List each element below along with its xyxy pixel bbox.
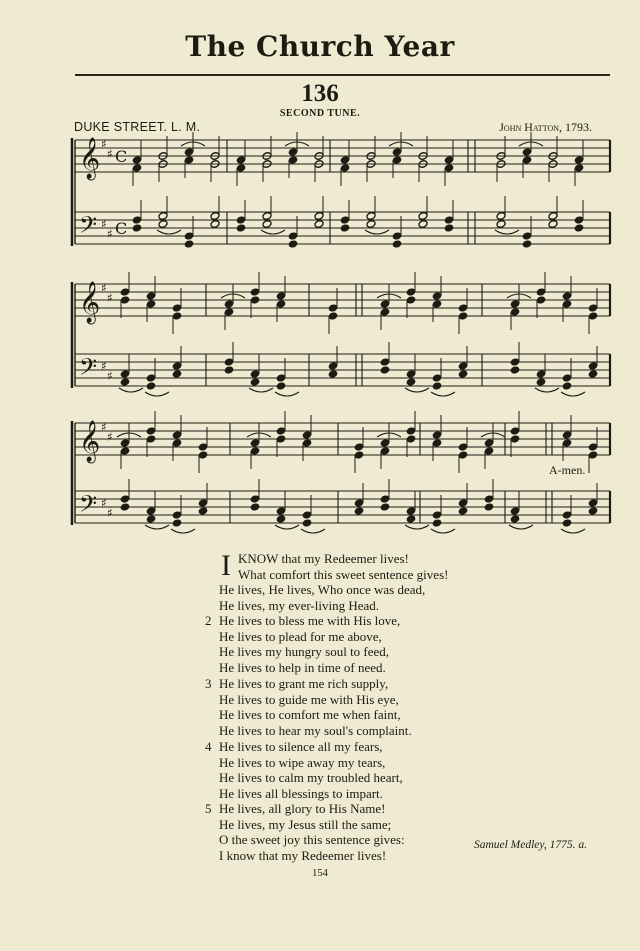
- slur: [365, 230, 389, 234]
- slur: [509, 525, 533, 529]
- note-head: [328, 370, 338, 379]
- sharp-sign: ♯: [101, 359, 107, 373]
- note-head: [366, 220, 376, 229]
- sharp-sign: ♯: [107, 291, 113, 305]
- note-head: [536, 378, 546, 387]
- note-head: [406, 378, 416, 387]
- stanza-line: He lives to grant me rich supply,: [219, 676, 389, 691]
- note-head: [276, 382, 286, 391]
- stanza-line: He lives to silence all my fears,: [219, 739, 383, 754]
- note-head: [484, 503, 494, 512]
- stanza-line: He lives to comfort me when faint,: [219, 707, 401, 722]
- note-head: [120, 503, 130, 512]
- note-head: [588, 507, 598, 516]
- note-head: [224, 366, 234, 375]
- note-head: [510, 366, 520, 375]
- note-head: [146, 382, 156, 391]
- stanza-line: He lives, my ever-living Head.: [219, 597, 380, 613]
- slur: [171, 529, 195, 533]
- composer: John Hatton, 1793.: [499, 120, 592, 134]
- slur: [431, 529, 455, 533]
- stanza-line: He lives, my Jesus still the same;: [219, 816, 392, 832]
- slur: [157, 230, 181, 234]
- sharp-sign: ♯: [101, 137, 107, 151]
- stanza-line: He lives to guide me with His eye,: [219, 691, 399, 707]
- sharp-sign: ♯: [101, 496, 107, 510]
- slur: [301, 529, 325, 533]
- sharp-sign: ♯: [107, 227, 113, 241]
- bass-clef: 𝄢: [79, 490, 98, 523]
- note-head: [132, 224, 142, 233]
- note-head: [210, 220, 220, 229]
- note-head: [250, 378, 260, 387]
- note-head: [340, 224, 350, 233]
- tune-name: DUKE STREET. L. M.: [74, 120, 201, 134]
- stanza-line: He lives to bless me with His love,: [219, 613, 401, 628]
- stanza-line: He lives to wipe away my tears,: [219, 754, 386, 770]
- note-head: [548, 220, 558, 229]
- sharp-sign: ♯: [101, 420, 107, 434]
- note-head: [250, 503, 260, 512]
- stanza-line: He lives to hear my soul's complaint.: [219, 722, 412, 738]
- note-head: [354, 507, 364, 516]
- slur: [561, 392, 585, 396]
- slur: [405, 388, 429, 392]
- page-number: 154: [312, 868, 328, 879]
- time-signature: C: [115, 219, 128, 238]
- stanza-5: [200, 801, 405, 863]
- stanza-2: [200, 613, 400, 675]
- note-head: [392, 240, 402, 249]
- stanza-number: 5: [205, 801, 212, 816]
- slur: [495, 230, 519, 234]
- note-head: [184, 240, 194, 249]
- stanza-line: O the sweet joy this sentence gives:: [219, 832, 405, 847]
- note-head: [288, 240, 298, 249]
- stanza-line: He lives to plead for me above,: [219, 628, 382, 644]
- note-head: [562, 519, 572, 528]
- note-head: [380, 503, 390, 512]
- stanza-line: He lives to help in time of need.: [219, 659, 386, 675]
- slur: [145, 392, 169, 396]
- note-head: [588, 370, 598, 379]
- note-head: [458, 507, 468, 516]
- note-head: [302, 519, 312, 528]
- note-head: [380, 366, 390, 375]
- note-head: [574, 224, 584, 233]
- note-head: [510, 515, 520, 524]
- sharp-sign: ♯: [107, 147, 113, 161]
- note-head: [418, 220, 428, 229]
- note-head: [172, 370, 182, 379]
- sharp-sign: ♯: [101, 217, 107, 231]
- stanza-line: KNOW that my Redeemer lives!: [238, 551, 409, 566]
- author-credit: Samuel Medley, 1775. a.: [473, 839, 587, 851]
- tune-label: SECOND TUNE.: [279, 108, 361, 119]
- treble-clef: 𝄞: [79, 421, 101, 462]
- note-head: [432, 382, 442, 391]
- bass-clef: 𝄢: [79, 353, 98, 386]
- slur: [561, 529, 585, 533]
- note-head: [236, 224, 246, 233]
- drop-cap: I: [221, 549, 231, 582]
- note-head: [432, 519, 442, 528]
- sharp-sign: ♯: [107, 506, 113, 520]
- hymn-number: 136: [301, 80, 339, 107]
- note-head: [120, 378, 130, 387]
- note-head: [198, 507, 208, 516]
- stanza-line: He lives to calm my troubled heart,: [219, 770, 403, 785]
- sharp-sign: ♯: [107, 430, 113, 444]
- sharp-sign: ♯: [101, 281, 107, 295]
- note-head: [406, 515, 416, 524]
- slur: [405, 525, 429, 529]
- stanza-number: 3: [205, 676, 212, 691]
- note-head: [262, 220, 272, 229]
- slur: [119, 388, 143, 392]
- treble-clef: 𝄞: [79, 138, 101, 179]
- note-head: [276, 515, 286, 524]
- slur: [249, 388, 273, 392]
- note-head: [496, 220, 506, 229]
- slur: [431, 392, 455, 396]
- sharp-sign: ♯: [107, 369, 113, 383]
- stanza-line: He lives my hungry soul to feed,: [219, 644, 390, 659]
- note-head: [444, 224, 454, 233]
- slur: [275, 392, 299, 396]
- slur: [275, 525, 299, 529]
- stanza-line: What comfort this sweet sentence gives!: [238, 566, 449, 582]
- stanza-line: He lives all blessings to impart.: [219, 785, 383, 801]
- stanza-line: He lives, He lives, Who once was dead,: [219, 582, 426, 597]
- amen-text: A-men.: [549, 463, 586, 477]
- note-head: [458, 370, 468, 379]
- stanza-4: [200, 739, 403, 801]
- note-head: [522, 240, 532, 249]
- stanza-3: [200, 676, 412, 738]
- slur: [145, 525, 169, 529]
- bass-clef: 𝄢: [79, 211, 98, 244]
- stanza-number: 2: [205, 613, 212, 628]
- note-head: [146, 515, 156, 524]
- note-head: [562, 382, 572, 391]
- stanza-line: He lives, all glory to His Name!: [219, 801, 386, 816]
- note-head: [314, 220, 324, 229]
- stanza-line: I know that my Redeemer lives!: [219, 847, 387, 863]
- stanza-1: [200, 551, 448, 613]
- time-signature: C: [115, 147, 128, 166]
- running-title: The Church Year: [185, 30, 455, 63]
- stanza-number: 4: [205, 739, 212, 754]
- note-head: [172, 519, 182, 528]
- treble-clef: 𝄞: [79, 282, 101, 323]
- note-head: [158, 220, 168, 229]
- slur: [261, 230, 285, 234]
- slur: [535, 388, 559, 392]
